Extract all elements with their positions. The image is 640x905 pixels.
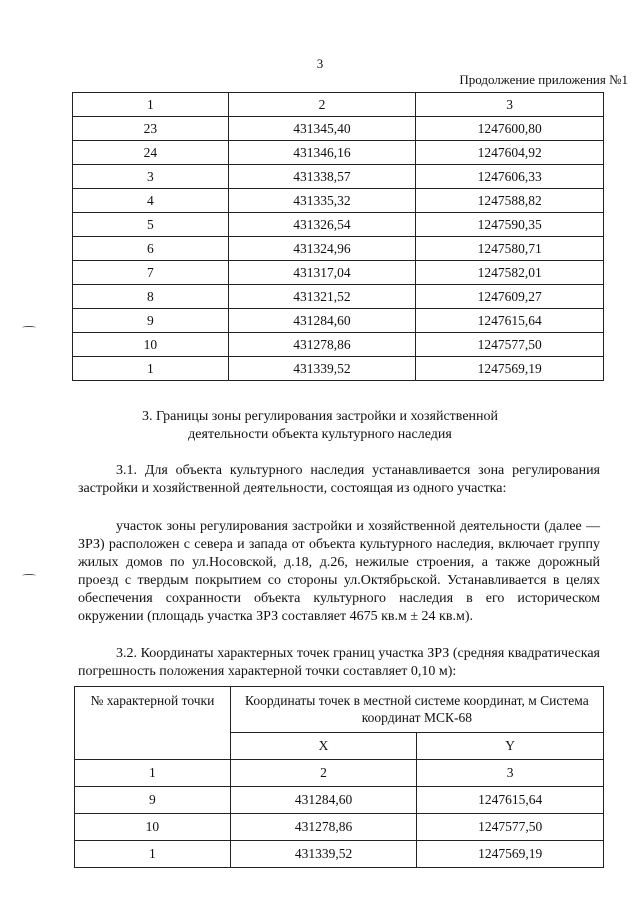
table-cell: 7 — [73, 261, 229, 285]
table-cell: 10 — [73, 333, 229, 357]
table-cell: 9 — [75, 787, 231, 814]
table-row — [73, 285, 604, 309]
header-cell: 3 — [417, 760, 604, 787]
table-cell: 6 — [73, 237, 229, 261]
coordinates-group-header: Координаты точек в местной системе координат, м Система координат МСК-68 — [230, 687, 603, 733]
table-cell: 23 — [73, 117, 229, 141]
section-heading — [0, 408, 640, 444]
table-cell: 431324,96 — [228, 237, 416, 261]
scan-mark — [22, 326, 36, 329]
table-row — [73, 333, 604, 357]
table-cell: 9 — [73, 309, 229, 333]
table-cell: 1 — [75, 841, 231, 868]
section-heading-line: деятельности объекта культурного наследия — [188, 427, 452, 442]
table-header-row — [75, 687, 604, 733]
table-cell: 1247606,33 — [416, 165, 604, 189]
table-row — [75, 814, 604, 841]
table-cell: 1247588,82 — [416, 189, 604, 213]
table-row — [73, 165, 604, 189]
paragraph-zone-description: участок зоны регулирования застройки и хозяйственной деятельности (далее — ЗРЗ) расположен с севера и запада от объекта культурного наследия, включает группу жилых домов по ул.Носовской, д.18, д.26, нежилые строения, а также дорожный проезд с твердым покрытием со стороны ул.Октябрьской. Устанавливается в целях обеспечения сохранности объекта культурного наследия в его историческом окружении (площадь участка ЗРЗ составляет 4675 кв.м ± 24 кв.м). — [78, 519, 600, 624]
table-cell: 5 — [73, 213, 229, 237]
coordinates-table-1 — [72, 92, 604, 381]
table-header-row — [73, 93, 604, 117]
header-cell: 1 — [75, 760, 231, 787]
table-cell: 431317,04 — [228, 261, 416, 285]
point-number-header: № характерной точки — [75, 687, 231, 760]
coordinates-table-2 — [74, 686, 604, 868]
table-row — [73, 141, 604, 165]
table-cell: 1247577,50 — [416, 333, 604, 357]
table-cell: 431338,57 — [228, 165, 416, 189]
page-number: 3 — [316, 56, 324, 71]
table-cell: 1247582,01 — [416, 261, 604, 285]
table-row — [73, 261, 604, 285]
table-row — [73, 237, 604, 261]
table-cell: 431284,60 — [230, 787, 417, 814]
header-cell: 2 — [228, 93, 416, 117]
table-cell: 431278,86 — [230, 814, 417, 841]
table-cell: 4 — [73, 189, 229, 213]
table-cell: 1247600,80 — [416, 117, 604, 141]
header-cell: 2 — [230, 760, 417, 787]
table-cell: 10 — [75, 814, 231, 841]
table-cell: 24 — [73, 141, 229, 165]
table-cell: 431339,52 — [230, 841, 417, 868]
header-cell: 3 — [416, 93, 604, 117]
table-cell: 1247580,71 — [416, 237, 604, 261]
column-number-row — [75, 760, 604, 787]
table-row — [73, 213, 604, 237]
table-cell: 1247569,19 — [417, 841, 604, 868]
table-row — [73, 357, 604, 381]
table-row — [73, 117, 604, 141]
table-cell: 1247569,19 — [416, 357, 604, 381]
section-heading-line: 3. Границы зоны регулирования застройки и хозяйственной — [141, 409, 499, 424]
table-cell: 431326,54 — [228, 213, 416, 237]
table-cell: 1247615,64 — [416, 309, 604, 333]
y-header: Y — [417, 733, 604, 760]
table-cell: 431345,40 — [228, 117, 416, 141]
table-cell: 8 — [73, 285, 229, 309]
table-cell: 1247604,92 — [416, 141, 604, 165]
scan-mark — [22, 574, 36, 577]
continuation-label: Продолжение приложения №1 — [459, 72, 628, 87]
table-row — [75, 841, 604, 868]
table-row — [75, 787, 604, 814]
table-cell: 431278,86 — [228, 333, 416, 357]
table-cell: 1247577,50 — [417, 814, 604, 841]
table-cell: 1 — [73, 357, 229, 381]
table-cell: 431339,52 — [228, 357, 416, 381]
table-cell: 1247609,27 — [416, 285, 604, 309]
table-cell: 431284,60 — [228, 309, 416, 333]
table-cell: 3 — [73, 165, 229, 189]
table-row — [73, 189, 604, 213]
table-cell: 431335,32 — [228, 189, 416, 213]
x-header: X — [230, 733, 417, 760]
header-cell: 1 — [73, 93, 229, 117]
table-cell: 1247615,64 — [417, 787, 604, 814]
table-cell: 1247590,35 — [416, 213, 604, 237]
table-row — [73, 309, 604, 333]
paragraph-3-2: 3.2. Координаты характерных точек границ участка ЗРЗ (средняя квадратическая погрешность положения характерной точки составляет 0,10 м): — [78, 646, 600, 679]
table-cell: 431321,52 — [228, 285, 416, 309]
table-cell: 431346,16 — [228, 141, 416, 165]
paragraph-3-1: 3.1. Для объекта культурного наследия устанавливается зона регулирования застройки и хозяйственной деятельности, состоящая из одного участка: — [78, 463, 600, 496]
